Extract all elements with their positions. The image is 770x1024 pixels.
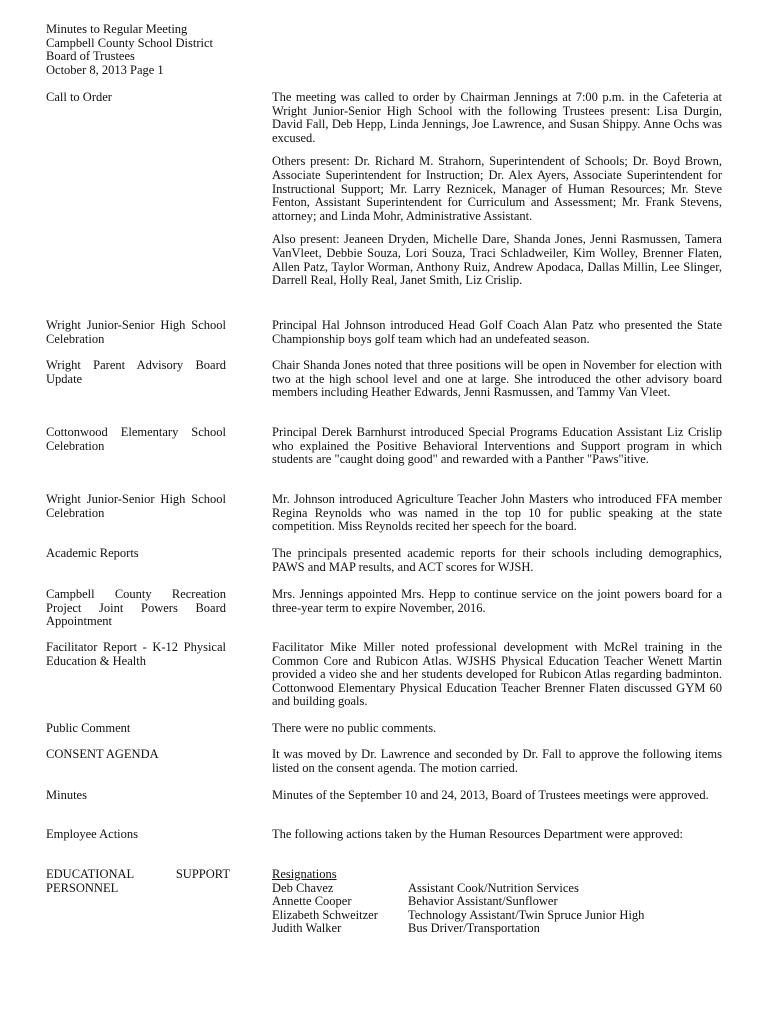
section-body: [272, 493, 722, 544]
list-item: [272, 882, 722, 896]
header-line: Campbell County School District: [46, 35, 214, 50]
section-label: Wright Parent Advisory Board Update: [46, 358, 226, 386]
section-paragraph: Principal Derek Barnhurst introduced Special Programs Education Assistant Liz Crislip who explained the Positive Behavioral Interventions and Support program in which students are "caught doing good" and rewarded with a Panther "Paws"itive.: [272, 425, 722, 467]
resignations-block: [272, 868, 722, 936]
section-paragraph: Minutes of the September 10 and 24, 2013, Board of Trustees meetings were approved.: [272, 788, 709, 802]
header-line: Board of Trustees: [46, 49, 135, 64]
section-paragraph: Mr. Johnson introduced Agriculture Teacher John Masters who introduced FFA member Regina Reynolds who was named in the top 10 for public speaking at the state competition. Miss Reynolds recited her speech for the board.: [272, 492, 722, 534]
list-item: [272, 922, 722, 936]
section-label: Academic Reports: [46, 546, 139, 560]
section-label: Facilitator Report - K-12 Physical Education & Health: [46, 640, 226, 668]
header-line: Minutes to Regular Meeting: [46, 22, 188, 36]
employee-position: Bus Driver/Transportation: [408, 921, 540, 936]
employee-name: Judith Walker: [272, 921, 342, 936]
section-label: Wright Junior-Senior High School Celebration: [46, 492, 226, 520]
section-label: CONSENT AGENDA: [46, 747, 159, 761]
header-line: October 8, 2013 Page 1: [46, 62, 164, 77]
section-body: [272, 789, 722, 813]
section-body: [272, 319, 722, 356]
section-label: Minutes: [46, 788, 87, 802]
document-header: [46, 23, 213, 77]
section-body: [272, 426, 722, 477]
section-paragraph: Others present: Dr. Richard M. Strahorn, Superintendent of Schools; Dr. Boyd Brown, Associate Superintendent for Instruction; Dr. Alex Ayers, Associate Superintendent for Instructional Support; Mr. Larry Reznicek, Manager of Human Resources; Mr. Steve Fenton, Assistant Superintendent for Curriculum and Assessment; Mr. Frank Stevens, attorney; and Linda Mohr, Administrative Assistant.: [272, 154, 722, 223]
section-label: Public Comment: [46, 721, 131, 735]
section-paragraph: Mrs. Jennings appointed Mrs. Hepp to continue service on the joint powers board for a three-year term to expire November, 2016.: [272, 587, 722, 615]
section-body: [272, 359, 722, 410]
section-body: [272, 748, 722, 785]
section-body: [272, 828, 722, 852]
section-paragraph: Principal Hal Johnson introduced Head Golf Coach Alan Patz who presented the State Championship boys golf team which had an undefeated season.: [272, 318, 722, 346]
section-body: [272, 722, 722, 746]
section-label: Cottonwood Elementary School Celebration: [46, 425, 226, 453]
employee-position: Assistant Cook/Nutrition Services: [408, 880, 579, 895]
section-body: [272, 641, 722, 719]
list-item: [272, 909, 722, 923]
section-body: [272, 588, 722, 625]
section-paragraph: Facilitator Mike Miller noted professional development with McRel training in the Common Core and Rubicon Atlas. WJSHS Physical Education Teacher Wenett Martin provided a video she and her students developed for Rubicon Atlas regarding badminton. Cottonwood Elementary Physical Education Teacher Brenner Flaten discussed GYM 60 and building goals.: [272, 640, 722, 709]
section-paragraph: There were no public comments.: [272, 721, 437, 735]
section-label: EDUCATIONAL SUPPORT PERSONNEL: [46, 867, 230, 895]
section-label: Employee Actions: [46, 827, 138, 841]
employee-position: Technology Assistant/Twin Spruce Junior High: [408, 907, 645, 922]
section-paragraph: The following actions taken by the Human Resources Department were approved:: [272, 827, 683, 841]
section-paragraph: Chair Shanda Jones noted that three positions will be open in November for election with two at the high school level and one at large. She introduced the other advisory board members including Heather Edwards, Jenni Rasmussen, and Tammy Van Vleet.: [272, 358, 722, 400]
section-paragraph: It was moved by Dr. Lawrence and seconded by Dr. Fall to approve the following items listed on the consent agenda. The motion carried.: [272, 747, 722, 775]
list-item: [272, 895, 722, 909]
employee-name: Deb Chavez: [272, 880, 334, 895]
section-label: Call to Order: [46, 90, 112, 104]
section-paragraph: Also present: Jeaneen Dryden, Michelle Dare, Shanda Jones, Jenni Rasmussen, Tamera VanVleet, Debbie Souza, Lori Souza, Traci Schladweiler, Kim Wolley, Brenner Flaten, Allen Patz, Taylor Worman, Anthony Ruiz, Andrew Apodaca, Dallas Millin, Lee Slinger, Darrell Real, Holly Real, Janet Smith, Liz Crislip.: [272, 232, 722, 288]
section-paragraph: The meeting was called to order by Chairman Jennings at 7:00 p.m. in the Cafeteria at Wright Junior-Senior High School with the following Trustees present: Lisa Durgin, David Fall, Deb Hepp, Linda Jennings, Joe Lawrence, and Susan Shippy. Anne Ochs was excused.: [272, 90, 722, 145]
resignations-heading: Resignations: [272, 867, 337, 881]
section-label: Wright Junior-Senior High School Celebration: [46, 318, 226, 346]
section-label: Campbell County Recreation Project Joint Powers Board Appointment: [46, 587, 226, 629]
section-body: [272, 91, 722, 298]
section-body: [272, 547, 722, 584]
section-paragraph: The principals presented academic reports for their schools including demographics, PAWS and MAP results, and ACT scores for WJSH.: [272, 546, 722, 574]
employee-name: Annette Cooper: [272, 894, 352, 909]
employee-position: Behavior Assistant/Sunflower: [408, 894, 558, 909]
employee-name: Elizabeth Schweitzer: [272, 907, 378, 922]
